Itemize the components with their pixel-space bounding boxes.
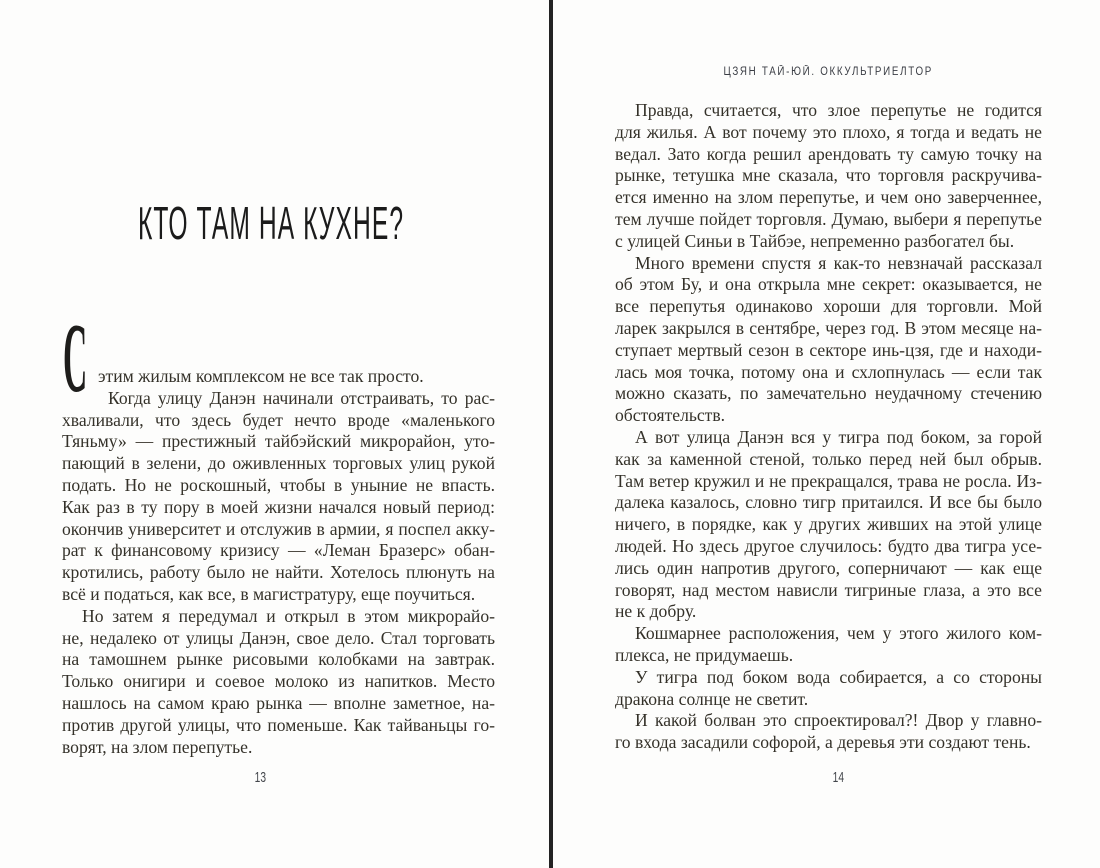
text-line: хваливали, что здесь будет нечто вроде «маленького	[62, 409, 495, 430]
text-line: ничего, в порядке, как у других живших на этой улице	[615, 514, 1042, 535]
text-line: плекса, не придумаешь.	[615, 644, 794, 665]
text-line: пающий в зелени, до оживленных торговых улиц рукой	[62, 453, 495, 474]
text-line: рат к финансовому кризису — «Леман Бразерс» обан-	[62, 540, 495, 561]
spine-divider	[549, 0, 553, 868]
text-line: далека казалось, словно тигр притаился. И все бы было	[615, 492, 1042, 513]
text-line: дракона солнце не светит.	[615, 688, 809, 709]
text-line: нашлось на самом краю рынка — вполне заметное, на-	[62, 692, 495, 713]
text-line: рынке, тетушка мне сказала, что торговля раскручива-	[615, 165, 1042, 186]
chapter-title-text: КТО ТАМ НА КУХНЕ?	[138, 197, 405, 249]
right-page-body-text	[615, 100, 1042, 754]
text-line: Там ветер кружил и не прекращался, трава не росла. Из-	[615, 470, 1042, 491]
text-line: ларек закрылся в сентябре, через год. В этом месяце на-	[615, 317, 1042, 338]
text-line: Как раз в ту пору в моей жизни начался новый период:	[62, 496, 495, 517]
text-line: людей. Но здесь другое случилось: будто два тигра усе-	[615, 535, 1042, 556]
text-line: обстоятельств.	[615, 405, 726, 426]
text-line: на тамошнем рынке рисовыми колобками на завтрак.	[62, 649, 495, 670]
running-header-text: ЦЗЯН ТАЙ-ЮЙ. ОККУЛЬТРИЕЛТОР	[723, 66, 934, 78]
text-line: всё и податься, как все, в магистратуру, еще поучиться.	[62, 583, 476, 604]
text-line: Только онигири и соевое молоко из напитков. Место	[62, 671, 495, 692]
text-line: говорят, над местом нависли тигриные глаза, а это все	[615, 579, 1042, 600]
text-line: этим жилым комплексом не все так просто.	[98, 366, 424, 386]
text-line: все перепутья одинаково хороши для торговли. Мой	[615, 296, 1042, 317]
drop-cap: С	[63, 304, 88, 413]
text-line: можно сказать, по замечательно неудачному стечению	[615, 383, 1042, 404]
text-line: окончив университет и отслужив в армии, я поспел акку-	[62, 518, 495, 539]
text-line: И какой болван это спроектировал?! Двор у главно-	[635, 710, 1042, 731]
text-line: кротились, работу было не найти. Хотелось плюнуть на	[62, 562, 495, 583]
text-line: тем лучше пойдет торговля. Думаю, выбери я перепутье	[615, 208, 1042, 229]
page-number-left-text: 13	[254, 769, 266, 786]
text-line: не к добру.	[615, 601, 697, 622]
text-line: Кошмарнее расположения, чем у этого жилого ком-	[635, 623, 1042, 644]
text-line: Много времени спустя я как-то невзначай рассказал	[635, 252, 1042, 273]
text-line: подать. Но не роскошный, чтобы в уныние не впасть.	[62, 474, 495, 495]
text-line: не, недалеко от улицы Данэн, свое дело. Стал торговать	[62, 627, 495, 648]
text-line: лись один напротив другого, соперничают — как еще	[615, 557, 1042, 578]
text-line: для жилья. А вот почему это плохо, я тогда и ведать не	[615, 121, 1042, 142]
text-line: ется именно на злом перепутье, и чем оно заверченнее,	[615, 187, 1042, 208]
text-line: с улицей Синьи в Тайбэе, непременно разбогател бы.	[615, 230, 1015, 251]
text-line: против другой улицы, что поменьше. Как тайваньцы го-	[62, 714, 495, 735]
text-line: У тигра под боком вода собирается, а со стороны	[635, 666, 1042, 687]
text-line: как за каменной стеной, только перед ней был обрыв.	[615, 448, 1042, 469]
text-line: Тяньму» — престижный тайбэйский микрорайон, уто-	[62, 431, 495, 452]
chapter-title	[138, 197, 640, 249]
text-line: Правда, считается, что злое перепутье не годится	[635, 100, 1042, 120]
page-number-left	[44, 769, 476, 787]
page-number-right-text: 14	[832, 769, 844, 786]
text-line: Но затем я передумал и открыл в этом микрорайо-	[82, 605, 495, 626]
text-line: Когда улицу Данэн начинали отстраивать, то рас-	[108, 387, 495, 408]
text-line: А вот улица Данэн вся у тигра под боком, за горой	[635, 426, 1042, 447]
text-line: ворят, на злом перепутье.	[62, 736, 253, 757]
text-line: го входа засадили софорой, а деревья эти создают тень.	[615, 732, 1031, 753]
text-line: ступает мертвый сезон в секторе инь-цзя, где и находи-	[615, 339, 1042, 360]
text-line: лась моя точка, потому она и схлопнулась — если так	[615, 361, 1042, 382]
text-line: об этом Бу, и она открыла мне секрет: оказывается, не	[615, 274, 1042, 295]
running-header	[615, 62, 1042, 80]
text-line: ведал. Зато когда решил арендовать ту самую точку на	[615, 143, 1042, 164]
left-page-body-text	[62, 366, 495, 758]
page-number-right	[624, 769, 1052, 787]
